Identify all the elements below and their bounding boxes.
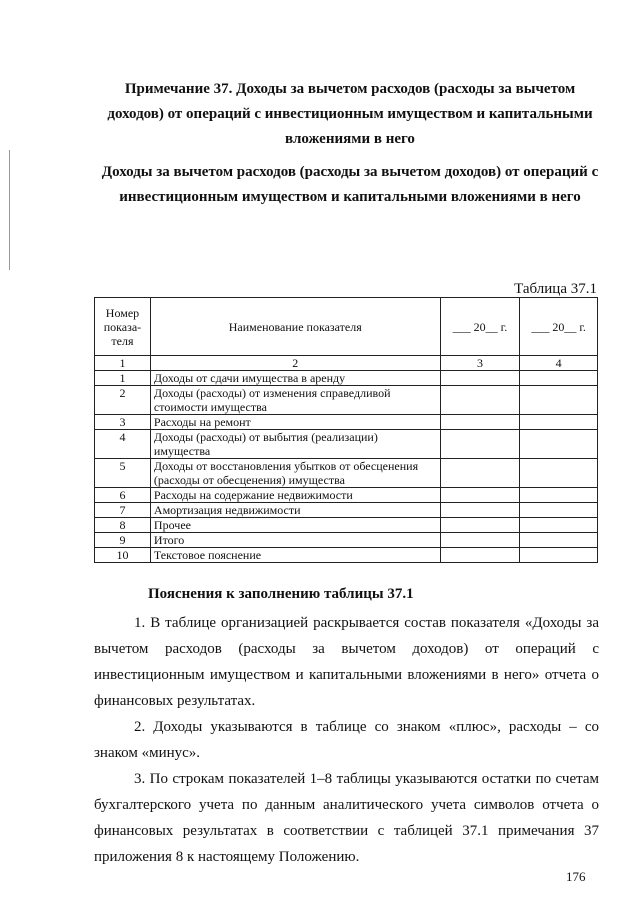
table-row xyxy=(95,386,598,415)
row-value-period-2 xyxy=(520,518,598,533)
column-index-cell: 1 xyxy=(95,356,151,371)
row-name-cell: Амортизация недвижимости xyxy=(150,503,440,518)
paragraph: 1. В таблице организацией раскрывается состав показателя «Доходы за вычетом расходов (расходы за вычетом доходов) от операций с инвестиционным имуществом и капитальными вложениями в него» отчета о финансовых результатах. xyxy=(94,615,599,709)
row-name-cell: Доходы (расходы) от выбытия (реализации) имущества xyxy=(150,430,440,459)
row-number-cell: 1 xyxy=(95,371,151,386)
table-row xyxy=(95,518,598,533)
row-value-period-2 xyxy=(520,488,598,503)
row-name-cell: Расходы на содержание недвижимости xyxy=(150,488,440,503)
table-row xyxy=(95,430,598,459)
table-row xyxy=(95,548,598,563)
row-number-cell: 9 xyxy=(95,533,151,548)
table-row xyxy=(95,415,598,430)
row-value-period-2 xyxy=(520,459,598,488)
header-period-2: ___ 20__ г. xyxy=(520,298,598,356)
table-row xyxy=(95,503,598,518)
column-index-cell: 3 xyxy=(440,356,520,371)
row-number-cell: 3 xyxy=(95,415,151,430)
row-value-period-1 xyxy=(440,459,520,488)
row-number-cell: 2 xyxy=(95,386,151,415)
report-table xyxy=(94,297,598,563)
row-value-period-1 xyxy=(440,371,520,386)
row-value-period-1 xyxy=(440,415,520,430)
paragraph: 2. Доходы указываются в таблице со знаком «плюс», расходы – со знаком «минус». xyxy=(94,719,599,761)
row-number-cell: 6 xyxy=(95,488,151,503)
row-value-period-2 xyxy=(520,386,598,415)
row-number-cell: 8 xyxy=(95,518,151,533)
paragraph: 3. По строкам показателей 1–8 таблицы указываются остатки по счетам бухгалтерского учета по данным аналитического учета символов отчета о финансовых результатах в соответствии с таблицей 37.1 примечания 37 приложения 8 к настоящему Положению. xyxy=(94,771,599,865)
table-row xyxy=(95,488,598,503)
row-name-cell: Доходы от восстановления убытков от обесценения (расходы от обесценения) имущества xyxy=(150,459,440,488)
header-name: Наименование показателя xyxy=(150,298,440,356)
column-index-cell: 2 xyxy=(150,356,440,371)
row-number-cell: 10 xyxy=(95,548,151,563)
row-value-period-2 xyxy=(520,548,598,563)
scan-margin-line xyxy=(9,150,10,270)
row-value-period-1 xyxy=(440,488,520,503)
table-row xyxy=(95,533,598,548)
row-name-cell: Текстовое пояснение xyxy=(150,548,440,563)
row-value-period-1 xyxy=(440,548,520,563)
row-name-cell: Доходы (расходы) от изменения справедливой стоимости имущества xyxy=(150,386,440,415)
row-number-cell: 7 xyxy=(95,503,151,518)
row-name-cell: Прочее xyxy=(150,518,440,533)
row-name-cell: Итого xyxy=(150,533,440,548)
table-caption: Таблица 37.1 xyxy=(514,281,597,297)
table-row xyxy=(95,459,598,488)
column-index-row xyxy=(95,356,598,371)
row-name-cell: Доходы от сдачи имущества в аренду xyxy=(150,371,440,386)
row-number-cell: 5 xyxy=(95,459,151,488)
page-number: 176 xyxy=(566,869,586,884)
row-value-period-2 xyxy=(520,430,598,459)
table-subtitle: Доходы за вычетом расходов (расходы за вычетом доходов) от операций с инвестиционным имуществом и капитальными вложениями в него xyxy=(101,164,599,205)
row-value-period-2 xyxy=(520,415,598,430)
table-header-row xyxy=(95,298,598,356)
column-index-cell: 4 xyxy=(520,356,598,371)
header-number: Номер показа-теля xyxy=(95,298,151,356)
row-value-period-1 xyxy=(440,518,520,533)
row-number-cell: 4 xyxy=(95,430,151,459)
row-value-period-2 xyxy=(520,503,598,518)
row-value-period-2 xyxy=(520,533,598,548)
note-title: Примечание 37. Доходы за вычетом расходов (расходы за вычетом доходов) от операций с инвестиционным имуществом и капитальными вложениями в него xyxy=(107,81,593,147)
row-value-period-1 xyxy=(440,430,520,459)
row-value-period-1 xyxy=(440,386,520,415)
header-period-1: ___ 20__ г. xyxy=(440,298,520,356)
row-value-period-2 xyxy=(520,371,598,386)
explanations-title: Пояснения к заполнению таблицы 37.1 xyxy=(148,586,414,602)
row-value-period-1 xyxy=(440,533,520,548)
row-value-period-1 xyxy=(440,503,520,518)
table-row xyxy=(95,371,598,386)
row-name-cell: Расходы на ремонт xyxy=(150,415,440,430)
